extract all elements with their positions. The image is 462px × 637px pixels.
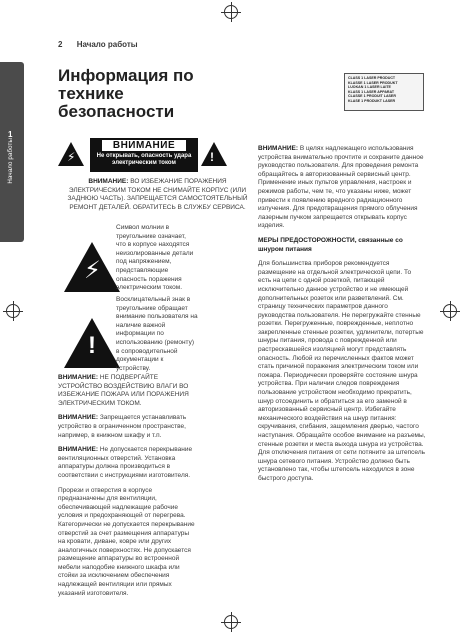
lightning-text: Символ молнии в треугольнике означает, что в корпусе находятся неизолированные детали под напряжением, представляющие опасность поражения электрическим током.: [116, 224, 194, 292]
caution-space: ВНИМАНИЕ: Запрещается устанавливать устройство в ограниченном пространстве, например, в книжном шкафу и т.п.: [58, 414, 187, 439]
registration-mark-icon: [6, 304, 20, 318]
warning-subtitle: Не открывать, опасность удара электрическим током: [96, 153, 192, 166]
lightning-symbol-icon: ⚡: [64, 242, 120, 292]
exclamation-symbol-icon: !: [64, 318, 120, 368]
chapter-number: 1: [8, 130, 13, 139]
caution-moisture: ВНИМАНИЕ: НЕ ПОДВЕРГАЙТЕ УСТРОЙСТВО ВОЗДЕЙСТВИЮ ВЛАГИ ВО ИЗБЕЖАНИЕ ПОЖАРА ИЛИ ПОРАЖЕНИЯ ЭЛЕКТРИЧЕСКИМ ТОКОМ.: [58, 374, 189, 407]
page-number: 2: [58, 40, 63, 49]
page-title: Информация по технике безопасности: [58, 66, 194, 121]
page-header: [58, 40, 138, 49]
ventilation-paragraph: Прорези и отверстия в корпусе предназначены для вентиляции, обеспечивающей надлежащие рабочие условия и предохраняющей от перегрева. Категорически не допускается перекрывание отверстий за счет размещения аппаратуры на кровати, диване, ковре или других аналогичных поверхностях. Не допускается размещение аппаратуры во встроенной мебели наподобие книжного шкафа или стойки за исключением обеспечения надлежащей вентиляции или прямых указаний изготовителя.: [58, 486, 195, 597]
power-cord-paragraph: Для большинства приборов рекомендуется размещение на отдельной электрической цепи. То есть на цепи с одной розеткой, питающей исключительно данное устройство и не имеющей дополнительных розеток или разветвлений. См. страницу технических параметров данного руководства пользователя. Не перегружайте стенные розетки. Перегруженные, поврежденные, неплотно закрепленные стенные розетки, удлинители, потертые шнуры питания, провода с поврежденной или растрескавшейся изоляцией могут представлять опасность. Любой из перечисленных фактов может стать причиной поражения электрическим током или пожара. Периодически проверяйте состояние шнура устройства. При наличии следов повреждения пользование устройством необходимо прекратить, шнур отсоединить и обратиться за его заменой в авторизованный сервисный центр. Избегайте механического воздействия на шнур питания: скручивания, сгибания, защемления дверью, частого наступания. Обращайте особое внимание на разъемы, стенные розетки и места выхода шнура из устройства. Для отключения питания от сети потяните за штепсель шнура сетевого питания. Устройство должно быть установлено так, чтобы штепсель находился в зоне быстрого доступа.: [258, 260, 426, 482]
right-column-body: [258, 145, 426, 490]
registration-mark-icon: [224, 5, 238, 19]
caution-paragraph: ВНИМАНИЕ: ВО ИЗБЕЖАНИЕ ПОРАЖЕНИЯ ЭЛЕКТРИЧЕСКИМ ТОКОМ НЕ СНИМАЙТЕ КОРПУС (ИЛИ ЗАДНЮЮ ЧАСТЬ). ЗАПРЕЩАЕТСЯ САМОСТОЯТЕЛЬНЫЙ РЕМОНТ ДЕТАЛЕЙ. ОБРАТИТЕСЬ В СЛУЖБУ СЕРВИСА.: [67, 178, 248, 211]
exclamation-warning-icon: !: [201, 142, 227, 166]
power-cord-heading: МЕРЫ ПРЕДОСТОРОЖНОСТИ, связанные со шнуром питания: [258, 236, 403, 253]
caution-laser: ВНИМАНИЕ: В целях надлежащего использования устройства внимательно прочтите и сохраните данное руководство пользователя. Для проведения ремонта обращайтесь в авторизованный сервисный центр. Применение иных пультов управления, настроек и режимов работы, чем те, что указаны ниже, может привести к появлению вредного радиационного излучения. Для предотвращения прямого облучения лазерным пучком запрещается открывать корпус изделия.: [258, 145, 424, 230]
registration-mark-icon: [224, 615, 238, 629]
laser-class-label: CLASS 1 LASER PRODUCT KLASSE 1 LASER PRODUKT LUOKAN 1 LASER LAITE KLASS 1 LASER APPARAT CLASSE 1 PRODUIT LASER KLASE 1 PRODUKT LASER: [344, 73, 424, 111]
chapter-label: Начало работы: [7, 138, 14, 184]
warning-label: [64, 138, 214, 174]
exclamation-text: Восклицательный знак в треугольнике обращает внимание пользователя на наличие важной информации по использованию (ремонту) в сопроводительной документации к устройству.: [116, 296, 198, 372]
left-column-body: [58, 374, 198, 604]
warning-box: [90, 138, 198, 172]
registration-mark-icon: [443, 304, 457, 318]
lightning-warning-icon: ⚡: [58, 142, 84, 166]
warning-title: ВНИМАНИЕ: [102, 140, 186, 151]
section-name: Начало работы: [76, 40, 138, 49]
caution-ventilation: ВНИМАНИЕ: Не допускается перекрывание вентиляционных отверстий. Установка аппаратуры должна производиться в соответствии с инструкциями изготовителя.: [58, 446, 193, 479]
